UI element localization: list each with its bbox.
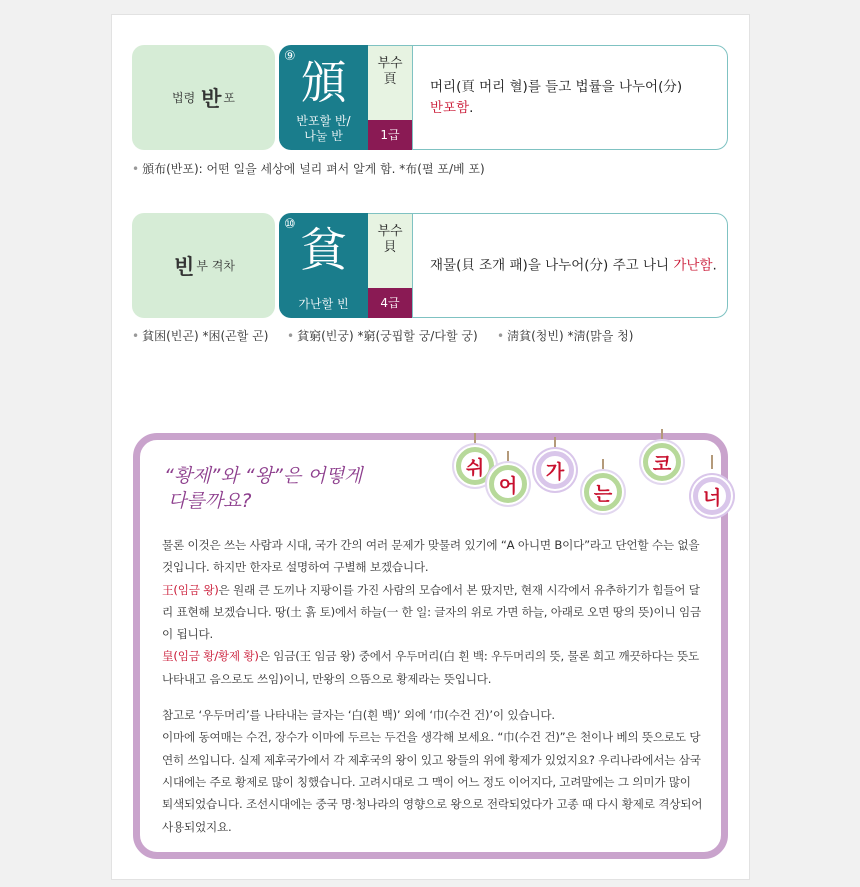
vocab-note-text: 淸貧(청빈) *淸(맑을 청) bbox=[507, 329, 634, 343]
radical-character: 貝 bbox=[383, 240, 397, 255]
title-tag-6: 너 bbox=[693, 477, 731, 515]
reading-suffix: 부 격차 bbox=[196, 259, 235, 273]
paragraph-text: 은 임금(王 임금 왕) 중에서 우두머리(白 흰 백: 우두머리의 뜻, 물론 희고 깨끗하다는 뜻도 나타내고 음으로도 쓰임)이니, 만왕의 으뜸으로 황제라는 뜻입니다. bbox=[162, 649, 699, 686]
hanja-box bbox=[279, 45, 368, 150]
hanja-meaning: 가난할 빈 bbox=[298, 297, 349, 311]
description-box bbox=[412, 213, 728, 318]
title-tag-5: 코 bbox=[643, 443, 681, 481]
radical-label: 부수 bbox=[377, 56, 403, 71]
paragraph: 물론 이것은 쓰는 사람과 시대, 국가 간의 여러 문제가 맞물려 있기에 “A 아니면 B이다”라고 단언할 수는 없을 것입니다. 하지만 한자로 설명하여 구별해 보겠습니다. bbox=[162, 538, 700, 575]
rest-corner-box bbox=[133, 433, 728, 859]
description-end: . bbox=[712, 257, 717, 273]
reading-prefix: 법령 bbox=[172, 91, 196, 105]
title-tag-4: 는 bbox=[584, 473, 622, 511]
card-number: ⑩ bbox=[284, 217, 296, 232]
question-line: “황제”와 “왕”은 어떻게 bbox=[164, 465, 363, 487]
title-tag-1: 쉬 bbox=[456, 447, 494, 485]
page bbox=[111, 14, 750, 880]
description-text: 머리(頁 머리 혈)를 들고 법률을 나누어(分) bbox=[430, 78, 683, 95]
vocab-note-text: 頒布(반포): 어떤 일을 세상에 널리 펴서 알게 함. *布(펼 포/베 포) bbox=[142, 162, 485, 176]
highlight-term: 皇(임금 황/황제 황) bbox=[162, 649, 259, 664]
hanja-character: 貧 bbox=[300, 223, 347, 277]
hanja-box bbox=[279, 213, 368, 318]
paragraph bbox=[162, 645, 705, 690]
tag-string bbox=[474, 433, 476, 447]
tag-string bbox=[711, 455, 713, 469]
title-tag-2: 어 bbox=[489, 465, 527, 503]
tag-string bbox=[661, 429, 663, 443]
hanja-card-ban bbox=[132, 45, 730, 152]
reading-box bbox=[132, 45, 275, 150]
reading-highlight: 빈 bbox=[174, 254, 195, 279]
description-text: 재물(貝 조개 패)을 나누어(分) 주고 나니 bbox=[430, 257, 670, 273]
vocab-note: • 貧窮(빈궁) *窮(궁핍할 궁/다할 궁) bbox=[287, 329, 478, 343]
vocab-note: • 貧困(빈곤) *困(곤할 곤) bbox=[132, 329, 269, 343]
tag-string bbox=[602, 459, 604, 473]
title-tag-3: 가 bbox=[536, 451, 574, 489]
hanja-card-bin bbox=[132, 213, 730, 320]
description-highlight: 반포함 bbox=[430, 99, 470, 116]
paragraph: 이마에 동여매는 수건, 장수가 이마에 두르는 두건을 생각해 보세요. “巾(수건 건)”은 천이나 베의 뜻으로도 당연히 쓰입니다. 실제 제후국가에서 각 제후국의 왕이 있고 왕들의 위에 황제가 있었지요? 우리나라에서는 삼국시대에는 주로 황제로 많이 칭했습니다. 고려시대로 그 맥이 어느 정도 이어지다, 고려말에는 그 의미가 많이 퇴색되었습니다. 조선시대에는 중국 명·청나라의 영향으로 왕으로 전락되었다가 고종 때 다시 황제로 격상되어 사용되었지요. bbox=[162, 730, 703, 834]
tag-string bbox=[507, 451, 509, 465]
vocab-note: • 頒布(반포): 어떤 일을 세상에 널리 펴서 알게 함. *布(펼 포/베 포) bbox=[132, 162, 485, 176]
reading-box bbox=[132, 213, 275, 318]
vocab-note-text: 貧窮(빈궁) *窮(궁핍할 궁/다할 궁) bbox=[297, 329, 478, 343]
hanja-meaning: 반포할 반/ 나눌 반 bbox=[296, 114, 351, 143]
paragraph-text: 은 원래 큰 도끼나 지팡이를 가진 사람의 모습에서 본 땄지만, 현재 시각에서 유추하기가 힘들어 달리 표현해 보겠습니다. 땅(土 흙 토)에서 하늘(一 한 일: 글자의 위로 가면 하늘, 아래로 오면 땅의 뜻)이니 임금이 됩니다. bbox=[162, 582, 701, 642]
highlight-term: 王(임금 왕) bbox=[162, 582, 219, 597]
radical-label: 부수 bbox=[377, 224, 403, 239]
corner-question bbox=[164, 464, 362, 514]
reading-highlight: 반 bbox=[201, 86, 222, 111]
radical-character: 頁 bbox=[383, 72, 397, 87]
paragraph: 참고로 ‘우두머리’를 나타내는 글자는 ‘白(흰 백)’ 외에 ‘巾(수건 건)’이 있습니다. bbox=[162, 708, 555, 723]
corner-body bbox=[162, 534, 705, 838]
radical-box bbox=[368, 213, 412, 318]
vocab-note-text: 貧困(빈곤) *困(곤할 곤) bbox=[142, 329, 269, 343]
hanja-character: 頒 bbox=[300, 55, 347, 109]
description-box bbox=[412, 45, 728, 150]
description-highlight: 가난함 bbox=[673, 257, 713, 273]
card-number: ⑨ bbox=[284, 49, 296, 64]
reading-suffix: 포 bbox=[223, 91, 235, 105]
radical-box bbox=[368, 45, 412, 150]
paragraph bbox=[162, 579, 705, 646]
vocab-note: • 淸貧(청빈) *淸(맑을 청) bbox=[497, 329, 634, 343]
question-line: 다를까요? bbox=[168, 490, 252, 512]
tag-string bbox=[554, 437, 556, 451]
grade-badge: 4급 bbox=[368, 288, 412, 318]
grade-badge: 1급 bbox=[368, 120, 412, 150]
description-end: . bbox=[469, 99, 474, 116]
